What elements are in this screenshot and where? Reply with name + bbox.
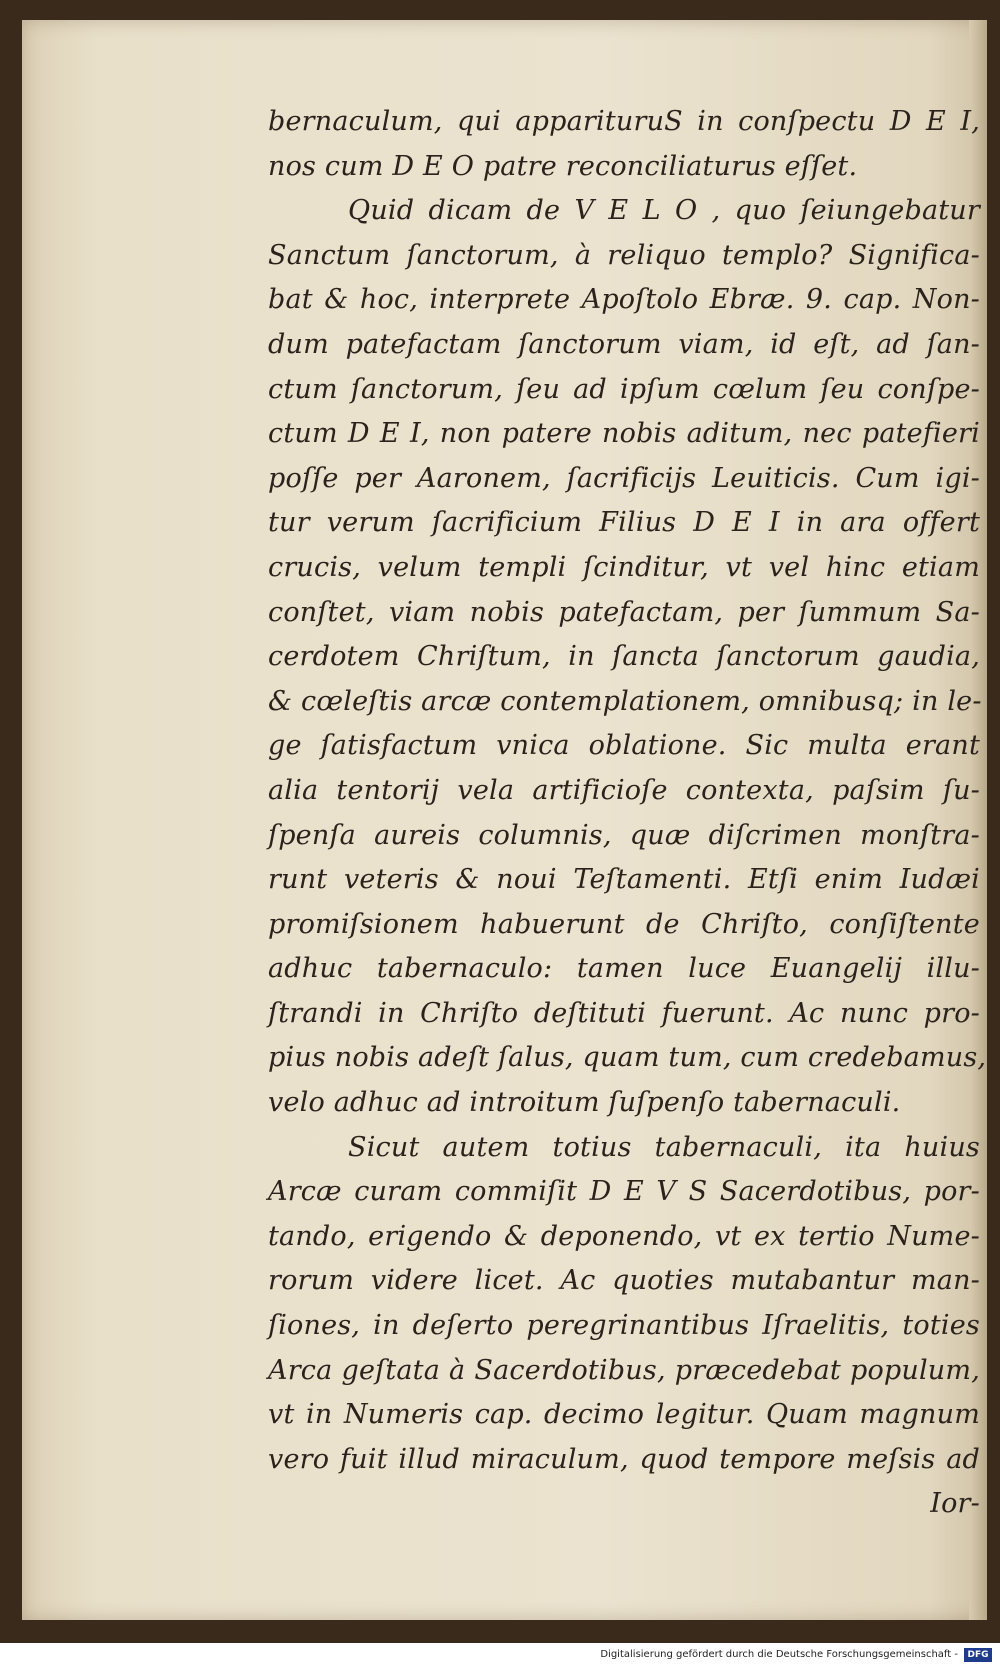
text-line: Sicut autem totius tabernaculi, ita huius — [348, 1131, 980, 1163]
text-line: dum patefactam ſanctorum viam, id eſt, ad ſan- — [268, 328, 980, 360]
text-line: velo adhuc ad introitum ſuſpenſo tabernaculi. — [268, 1087, 901, 1119]
text-line: bernaculum, qui apparituruS in conſpectu D E I, — [268, 106, 980, 137]
catchword: Ior- — [930, 1488, 980, 1520]
text-line: cerdotem Chriſtum, in ſancta ſanctorum gaudia, — [268, 641, 980, 673]
dfg-logo: DFG — [964, 1648, 992, 1662]
text-line: ſiones, in deſerto peregrinantibus Iſraelitis, toties — [268, 1310, 980, 1342]
text-line: tur verum ſacrificium Filius D E I in ara offert — [268, 507, 980, 539]
text-line: adhuc tabernaculo: tamen luce Euangelij illu- — [268, 953, 980, 985]
text-line: poſſe per Aaronem, ſacrificijs Leuiticis. Cum igi- — [268, 462, 980, 494]
text-line: nos cum D E O patre reconciliaturus eſſet. — [268, 150, 858, 182]
text-line: runt veteris & noui Teſtamenti. Etſi enim Iudæi — [268, 864, 980, 896]
text-line: ctum ſanctorum, ſeu ad ipſum cœlum ſeu conſpe- — [268, 373, 980, 405]
text-line: conſtet, viam nobis patefactam, per ſummum Sa- — [268, 596, 980, 628]
funding-note: Digitalisierung gefördert durch die Deutsche Forschungsgemeinschaft - — [600, 1649, 958, 1660]
text-line: crucis, velum templi ſcinditur, vt vel hinc etiam — [268, 551, 980, 583]
text-line: Sanctum ſanctorum, à reliquo templo? Significa- — [268, 239, 980, 271]
text-line: tando, erigendo & deponendo, vt ex tertio Nume- — [268, 1220, 980, 1252]
text-line: rorum videre licet. Ac quoties mutabantur man- — [268, 1265, 980, 1297]
page-text-block — [268, 100, 987, 1527]
text-line: ſpenſa aureis columnis, quæ diſcrimen monſtra- — [268, 819, 980, 851]
text-line: vero fuit illud miraculum, quod tempore meſsis ad — [268, 1443, 980, 1475]
text-line: Arcæ curam commiſit D E V S Sacerdotibus, por- — [268, 1176, 980, 1208]
text-line: promiſsionem habuerunt de Chriſto, conſiſtente — [268, 908, 980, 940]
text-line: pius nobis adeſt ſalus, quam tum, cum credebamus, — [268, 1042, 987, 1074]
footer-bar — [0, 1645, 1000, 1670]
text-line: Arca geſtata à Sacerdotibus, præcedebat populum, — [268, 1354, 980, 1386]
text-line: vt in Numeris cap. decimo legitur. Quam magnum — [268, 1399, 980, 1431]
text-line: alia tentorij vela artificioſe contexta, paſsim ſu- — [268, 774, 980, 806]
text-line: ctum D E I, non patere nobis aditum, nec patefieri — [268, 418, 980, 450]
text-line: ge ſatisfactum vnica oblatione. Sic multa erant — [268, 730, 980, 762]
text-line: ſtrandi in Chriſto deſtituti fuerunt. Ac nunc pro- — [268, 997, 980, 1029]
text-line: Quid dicam de V E L O , quo ſeiungebatur — [348, 195, 980, 227]
text-line: & cœleſtis arcæ contemplationem, omnibusq; in le- — [268, 685, 982, 717]
text-line: bat & hoc, interprete Apoſtolo Ebræ. 9. cap. Non- — [268, 284, 980, 316]
